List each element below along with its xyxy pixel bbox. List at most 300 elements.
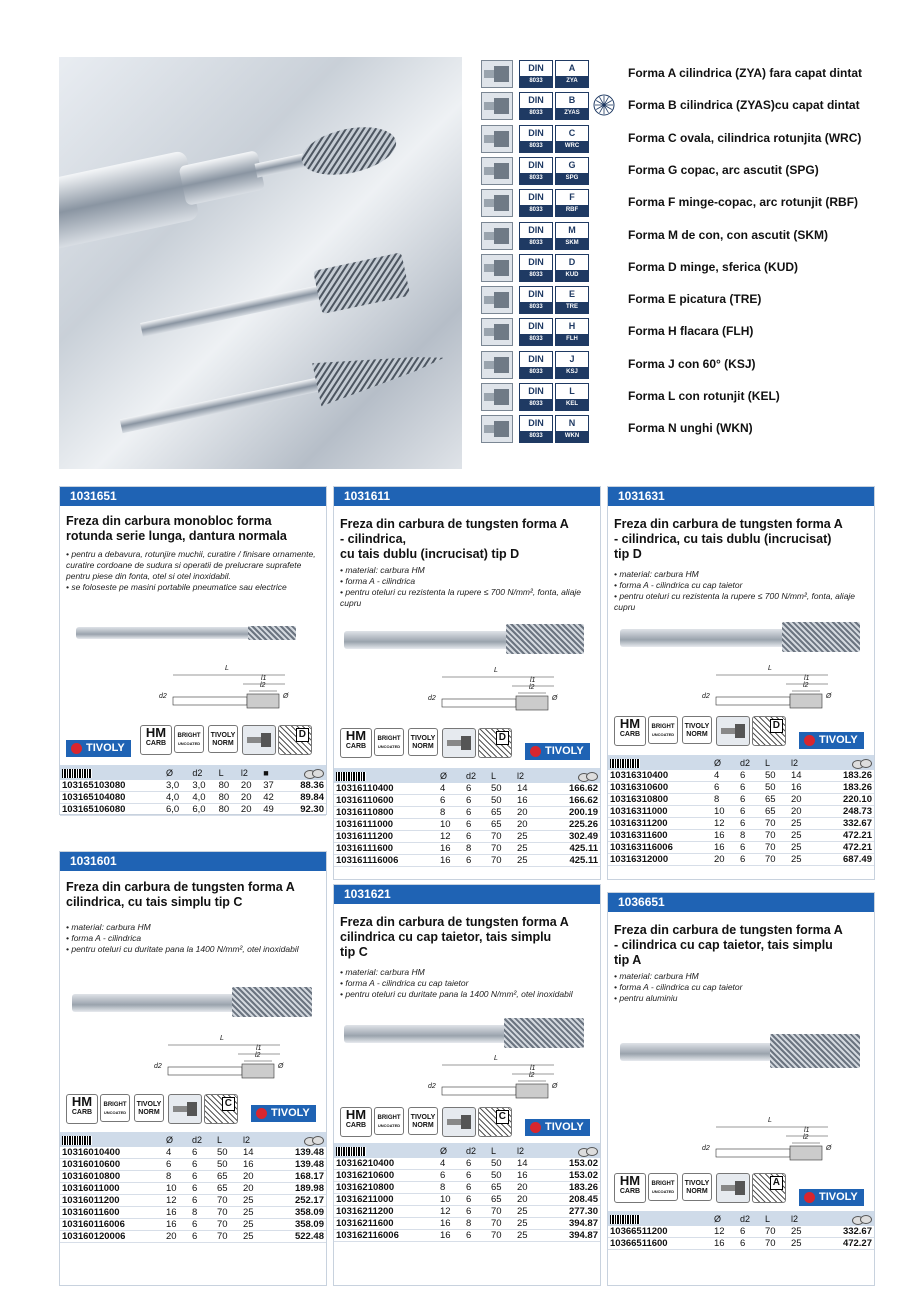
cell-L: 70 (763, 818, 789, 830)
shank-shape-icon (442, 1107, 476, 1137)
cell-l2: 16 (241, 1159, 267, 1171)
cell-L: 65 (489, 819, 515, 831)
din-norm: 8033 (520, 270, 552, 281)
column-header: L (489, 1143, 515, 1158)
cell-d: 16 (164, 1219, 190, 1231)
tivoly-logo: TIVOLY (525, 1119, 590, 1136)
dimension-label-l1: l1 (530, 1065, 536, 1072)
hm-text: HM (619, 1173, 641, 1188)
din-badge (519, 415, 553, 443)
table-row (608, 830, 874, 842)
cell-l2: 20 (241, 1171, 267, 1183)
tool-image (72, 994, 312, 1012)
shape-row-f (481, 187, 911, 215)
table-row (334, 1218, 600, 1230)
cell-code: 103160116006 (60, 1219, 164, 1231)
table-row (608, 782, 874, 794)
table-row (334, 1230, 600, 1242)
column-header: Ø (438, 1143, 464, 1158)
shape-letter: F (569, 192, 575, 203)
tivoly-norm-badge (682, 1173, 712, 1201)
dimension-label-d2: d2 (159, 693, 167, 700)
product-table (608, 1211, 874, 1250)
dimension-label-d2: d2 (702, 1145, 710, 1152)
shape-letter-badge (555, 222, 589, 250)
cell-price: 332.67 (815, 1226, 874, 1238)
din-badge (519, 318, 553, 346)
cell-code: 10316011600 (60, 1207, 164, 1219)
cell-d2: 8 (464, 1218, 489, 1230)
cell-price: 687.49 (815, 854, 874, 866)
cell-d: 6 (712, 782, 738, 794)
product-bullet: • pentru a debavura, rotunjire muchii, curatire / finisare ornamente, curatire cordoane de sudura si operatii de prelucrare suprafete pentru piese din fonta, otel si otel inoxidabil. (66, 549, 316, 581)
shape-code: SPG (556, 173, 588, 184)
cell-d2: 6 (464, 1194, 489, 1206)
shape-letter: H (568, 321, 576, 332)
cell-l2: 25 (789, 842, 815, 854)
text-line: tip D (614, 547, 642, 561)
cell-price: 200.19 (541, 807, 600, 819)
cell-l2: 20 (789, 794, 815, 806)
table-row (60, 1183, 326, 1195)
cell-d: 16 (712, 1238, 738, 1250)
din-norm: 8033 (520, 431, 552, 442)
product-bullets (614, 569, 866, 613)
dimension-label-L: L (768, 1117, 772, 1124)
cell-price: 358.09 (267, 1219, 326, 1231)
table-row (334, 843, 600, 855)
column-header: d2 (464, 1143, 489, 1158)
text-line: • forma A - cilindrica cu cap taietor (614, 580, 743, 590)
cell-d: 16 (438, 1230, 464, 1242)
uncoated-text: UNCOATED (103, 1110, 127, 1115)
column-header: Ø (712, 755, 738, 770)
table-row (334, 1158, 600, 1170)
text-line: • pentru oteluri cu rezistenta la rupere ≤ 700 N/mm², fonta, aliaje cupru (614, 591, 856, 612)
column-header: l2 (239, 765, 261, 780)
burr-shape-icon (481, 60, 513, 88)
din-label: DIN (528, 159, 544, 170)
dimension-label-d2: d2 (154, 1063, 162, 1070)
cell-d2: 8 (738, 830, 763, 842)
cell-L: 70 (489, 1230, 515, 1242)
shape-letter: A (568, 63, 576, 73)
shape-code: ZYA (556, 76, 588, 87)
burr-tools-illustration (59, 57, 462, 469)
burr-shape-icon (481, 383, 513, 411)
din-norm: 8033 (520, 399, 552, 410)
column-header: l2 (789, 755, 815, 770)
shape-description: Forma G copac, arc ascutit (SPG) (628, 162, 819, 177)
shape-letter: E (568, 289, 575, 300)
cell-d: 4 (438, 1158, 464, 1170)
table-row (608, 818, 874, 830)
cell-d2: 6 (464, 795, 489, 807)
cell-l2: 20 (515, 807, 541, 819)
cell-L: 70 (215, 1207, 241, 1219)
burr-shape-icon (481, 157, 513, 185)
price-icon (815, 1211, 874, 1226)
cell-l2: 20 (239, 804, 261, 816)
dimension-label-L: L (768, 665, 772, 672)
cut-type-icon (752, 1173, 786, 1203)
cell-code: 10316312000 (608, 854, 712, 866)
shape-description: Forma N unghi (WKN) (628, 421, 753, 436)
burr-shape-icon (481, 222, 513, 250)
shape-code: KEL (556, 399, 588, 410)
hm-text: HM (619, 716, 641, 731)
cut-type-icon (478, 728, 512, 758)
product-card-1031601 (59, 851, 327, 1286)
carb-text: CARB (71, 1109, 93, 1116)
shape-row-h (481, 316, 911, 344)
shape-row-c (481, 123, 911, 151)
shape-letter: N (568, 418, 576, 429)
product-code-header: 1031621 (334, 885, 600, 904)
dimension-label-l2: l2 (255, 1052, 261, 1059)
shape-letter-badge (555, 286, 589, 314)
column-header: Ø (712, 1211, 738, 1226)
bright-uncoated-badge (648, 716, 678, 744)
carb-text: CARB (619, 1188, 641, 1195)
column-header: d2 (190, 765, 216, 780)
cell-L: 70 (215, 1231, 241, 1243)
text-line: - cilindrica cu cap taietor, tais simplu (614, 938, 833, 952)
cell-code: 103162116006 (334, 1230, 438, 1242)
bright-text: BRIGHT (377, 736, 401, 742)
tivoly-norm-badge (682, 716, 712, 744)
product-title: Freza din carbura monobloc forma rotunda serie lunga, dantura normala (66, 514, 287, 543)
cell-d2: 6 (190, 1183, 215, 1195)
dimension-drawing (702, 665, 838, 718)
cell-d: 10 (712, 806, 738, 818)
tivoly-text: TIVOLY (410, 1114, 436, 1121)
cell-d2: 6 (464, 783, 489, 795)
table-row (60, 1159, 326, 1171)
cell-d: 12 (164, 1195, 190, 1207)
text-line: Freza din carbura de tungsten forma A (340, 517, 569, 531)
cell-d2: 8 (190, 1207, 215, 1219)
shape-letter-badge (555, 415, 589, 443)
dimension-label-l2: l2 (803, 1134, 809, 1141)
bright-text: BRIGHT (177, 733, 201, 739)
cell-d2: 6,0 (190, 804, 216, 816)
cell-L: 70 (489, 1218, 515, 1230)
cell-code: 10316211600 (334, 1218, 438, 1230)
text-line: - cilindrica, cu tais dublu (incrucisat) (614, 532, 832, 546)
cell-d2: 6 (738, 806, 763, 818)
cell-d: 12 (438, 1206, 464, 1218)
product-card-1031631 (607, 486, 875, 880)
cell-code: 10316211000 (334, 1194, 438, 1206)
burr-shape-icon (481, 254, 513, 282)
tivoly-norm-badge (134, 1094, 164, 1122)
product-title (66, 880, 318, 910)
cell-d: 4 (164, 1147, 190, 1159)
cell-price: 332.67 (815, 818, 874, 830)
shape-letter: B (568, 95, 576, 106)
cell-l2: 20 (515, 1194, 541, 1206)
cell-L: 70 (763, 842, 789, 854)
cut-letter: D (496, 731, 509, 745)
dimension-label-d: Ø (552, 695, 558, 702)
cell-code: 103165104080 (60, 792, 164, 804)
column-header: L (763, 755, 789, 770)
din-label: DIN (528, 321, 544, 332)
barcode-icon (608, 1211, 712, 1226)
norm-text: NORM (686, 731, 708, 738)
text-line: • forma A - cilindrica cu cap taietor (614, 982, 743, 992)
burr-shape-icon (481, 92, 513, 120)
product-code-header: 1031601 (60, 852, 326, 871)
column-header: d2 (738, 1211, 763, 1226)
cell-price: 248.73 (815, 806, 874, 818)
cell-d: 16 (712, 830, 738, 842)
cell-d2: 6 (464, 831, 489, 843)
cell-price: 153.02 (541, 1170, 600, 1182)
din-badge (519, 60, 553, 88)
dimension-label-l1: l1 (256, 1045, 262, 1052)
cell-d2: 6 (190, 1147, 215, 1159)
price-icon (815, 755, 874, 770)
table-row (60, 1219, 326, 1231)
cell-code: 10316010400 (60, 1147, 164, 1159)
column-header: Ø (438, 768, 464, 783)
text-line: • forma A - cilindrica (340, 576, 416, 586)
din-label: DIN (528, 353, 544, 364)
bright-uncoated-badge (174, 725, 204, 753)
dimension-label-l2: l2 (529, 684, 535, 691)
cell-d2: 6 (190, 1219, 215, 1231)
cell-d2: 6 (190, 1231, 215, 1243)
carb-text: CARB (619, 731, 641, 738)
cell-price: 358.09 (267, 1207, 326, 1219)
shape-code: SKM (556, 238, 588, 249)
shape-code: KUD (556, 270, 588, 281)
price-icon (267, 1132, 326, 1147)
feature-badges (614, 1173, 804, 1203)
cell-L: 65 (215, 1171, 241, 1183)
feature-badges (66, 1094, 256, 1124)
cut-letter: A (770, 1176, 783, 1190)
table-row (60, 1231, 326, 1243)
cell-L: 50 (215, 1159, 241, 1171)
column-header: d2 (190, 1132, 215, 1147)
cut-letter: C (222, 1097, 235, 1111)
table-row (334, 819, 600, 831)
barcode-icon (334, 768, 438, 783)
product-bullets (66, 922, 318, 955)
cell-L: 70 (489, 843, 515, 855)
bright-uncoated-badge (374, 728, 404, 756)
cell-price: 522.48 (267, 1231, 326, 1243)
text-line: Freza din carbura de tungsten forma A (614, 923, 843, 937)
shank-shape-icon (716, 1173, 750, 1203)
shape-letter: L (569, 386, 575, 396)
product-table (60, 1132, 326, 1243)
product-title (614, 517, 870, 562)
cell-code: 10316111000 (334, 819, 438, 831)
uncoated-text: UNCOATED (177, 741, 201, 746)
shape-letter-badge (555, 125, 589, 153)
cell-code: 10316210400 (334, 1158, 438, 1170)
column-header: L (763, 1211, 789, 1226)
shape-code: WRC (556, 141, 588, 152)
dimension-label-d: Ø (826, 1145, 832, 1152)
product-bullets (340, 565, 592, 609)
cell-code: 10366511200 (608, 1226, 712, 1238)
cell-code: 10366511600 (608, 1238, 712, 1250)
cell-code: 10316010800 (60, 1171, 164, 1183)
din-norm: 8033 (520, 302, 552, 313)
cell-price: 225.26 (541, 819, 600, 831)
cell-l2: 16 (789, 782, 815, 794)
din-norm: 8033 (520, 173, 552, 184)
shape-row-g (481, 155, 911, 183)
text-line: • pentru oteluri cu rezistenta la rupere ≤ 700 N/mm², fonta, aliaje cupru (340, 587, 582, 608)
shape-description: Forma B cilindrica (ZYAS)cu capat dintat (628, 98, 860, 113)
cell-l2: 25 (789, 1226, 815, 1238)
cell-l2: 25 (515, 1218, 541, 1230)
din-badge (519, 92, 553, 120)
uncoated-text: UNCOATED (377, 1123, 401, 1128)
text-line: • material: carbura HM (614, 971, 699, 981)
norm-text: NORM (412, 743, 434, 750)
barcode-icon (60, 765, 164, 780)
cell-d: 6 (438, 1170, 464, 1182)
dimension-drawing (428, 1055, 564, 1108)
tivoly-norm-badge (408, 728, 438, 756)
feature-badges (614, 716, 804, 746)
bright-text: BRIGHT (377, 1115, 401, 1121)
shape-description: Forma M de con, con ascutit (SKM) (628, 227, 829, 242)
cell-d: 10 (438, 819, 464, 831)
column-header: l2 (241, 1132, 267, 1147)
hm-text: HM (345, 1107, 367, 1122)
shape-description: Forma A cilindrica (ZYA) fara capat dintat (628, 66, 863, 80)
price-icon (541, 768, 600, 783)
column-header: l2 (515, 1143, 541, 1158)
table-row (608, 770, 874, 782)
cell-price: 189.98 (267, 1183, 326, 1195)
cell-d: 12 (712, 1226, 738, 1238)
shape-description: Forma J con 60° (KSJ) (628, 356, 756, 371)
dimension-label-d: Ø (826, 693, 832, 700)
text-line: • pentru oteluri cu duritate pana la 1400 N/mm², otel inoxidabil (340, 989, 573, 999)
shank-shape-icon (442, 728, 476, 758)
cell-code: 10316311000 (608, 806, 712, 818)
cell-L: 50 (489, 1158, 515, 1170)
product-bullets (340, 967, 592, 1000)
cell-code: 10316110800 (334, 807, 438, 819)
cell-price: 252.17 (267, 1195, 326, 1207)
cell-code: 10316011000 (60, 1183, 164, 1195)
cell-L: 70 (215, 1219, 241, 1231)
product-table (608, 755, 874, 866)
shape-code: TRE (556, 302, 588, 313)
dimension-label-d2: d2 (428, 1083, 436, 1090)
cell-L: 70 (763, 854, 789, 866)
cell-d2: 6 (464, 1158, 489, 1170)
bright-uncoated-badge (100, 1094, 130, 1122)
uncoated-text: UNCOATED (651, 732, 675, 737)
shape-row-m (481, 220, 911, 248)
burr-shape-icon (481, 125, 513, 153)
cell-l2: 25 (789, 830, 815, 842)
dimension-drawing (428, 667, 564, 720)
shape-row-n (481, 413, 911, 441)
cell-d2: 6 (738, 1238, 763, 1250)
cell-L: 80 (217, 780, 239, 792)
table-header-row (334, 1143, 600, 1158)
cell-d: 16 (712, 842, 738, 854)
cell-l2: 25 (789, 854, 815, 866)
cut-type-icon (278, 725, 312, 755)
product-table (334, 768, 600, 867)
burr-shape-icon (481, 415, 513, 443)
column-header: Ø (164, 1132, 190, 1147)
text-line: cu tais dublu (incrucisat) tip D (340, 547, 520, 561)
table-row (608, 794, 874, 806)
cell-code: 10316210800 (334, 1182, 438, 1194)
din-label: DIN (528, 192, 544, 203)
cell-L: 50 (489, 783, 515, 795)
bright-text: BRIGHT (651, 724, 675, 730)
text-line: • forma A - cilindrica cu cap taietor (340, 978, 469, 988)
table-row (60, 804, 326, 816)
cell-price: 394.87 (541, 1218, 600, 1230)
cell-L: 65 (763, 806, 789, 818)
text-line: Freza din carbura de tungsten forma A (66, 880, 295, 894)
column-header: d2 (738, 755, 763, 770)
table-row (334, 783, 600, 795)
table-row (608, 806, 874, 818)
cell-l2: 25 (515, 843, 541, 855)
cell-d2: 3,0 (190, 780, 216, 792)
cell-price: 472.21 (815, 830, 874, 842)
tivoly-norm-badge (208, 725, 238, 753)
cell-l2: 20 (789, 806, 815, 818)
product-title (340, 915, 596, 960)
dimension-label-d: Ø (278, 1063, 284, 1070)
cell-l2: 20 (239, 780, 261, 792)
shape-letter-badge (555, 351, 589, 379)
cell-code: 103163116006 (608, 842, 712, 854)
dimension-label-l1: l1 (530, 677, 536, 684)
cell-L: 70 (489, 1206, 515, 1218)
cell-L: 65 (489, 1182, 515, 1194)
cell-code: 103160120006 (60, 1231, 164, 1243)
norm-text: NORM (686, 1188, 708, 1195)
product-code-header: 1031611 (334, 487, 600, 506)
din-norm: 8033 (520, 141, 552, 152)
cell-d: 3,0 (164, 780, 190, 792)
tool-image (620, 1043, 860, 1061)
cell-l2: 25 (515, 831, 541, 843)
din-badge (519, 222, 553, 250)
din-label: DIN (528, 386, 544, 396)
cell-price: 277.30 (541, 1206, 600, 1218)
norm-text: NORM (212, 740, 234, 747)
cell-d: 6,0 (164, 804, 190, 816)
cell-d: 16 (438, 843, 464, 855)
cell-l2: 20 (241, 1183, 267, 1195)
shape-row-e (481, 284, 911, 312)
table-header-row (334, 768, 600, 783)
din-badge (519, 157, 553, 185)
cell-d: 12 (438, 831, 464, 843)
dimension-label-l1: l1 (261, 675, 267, 682)
